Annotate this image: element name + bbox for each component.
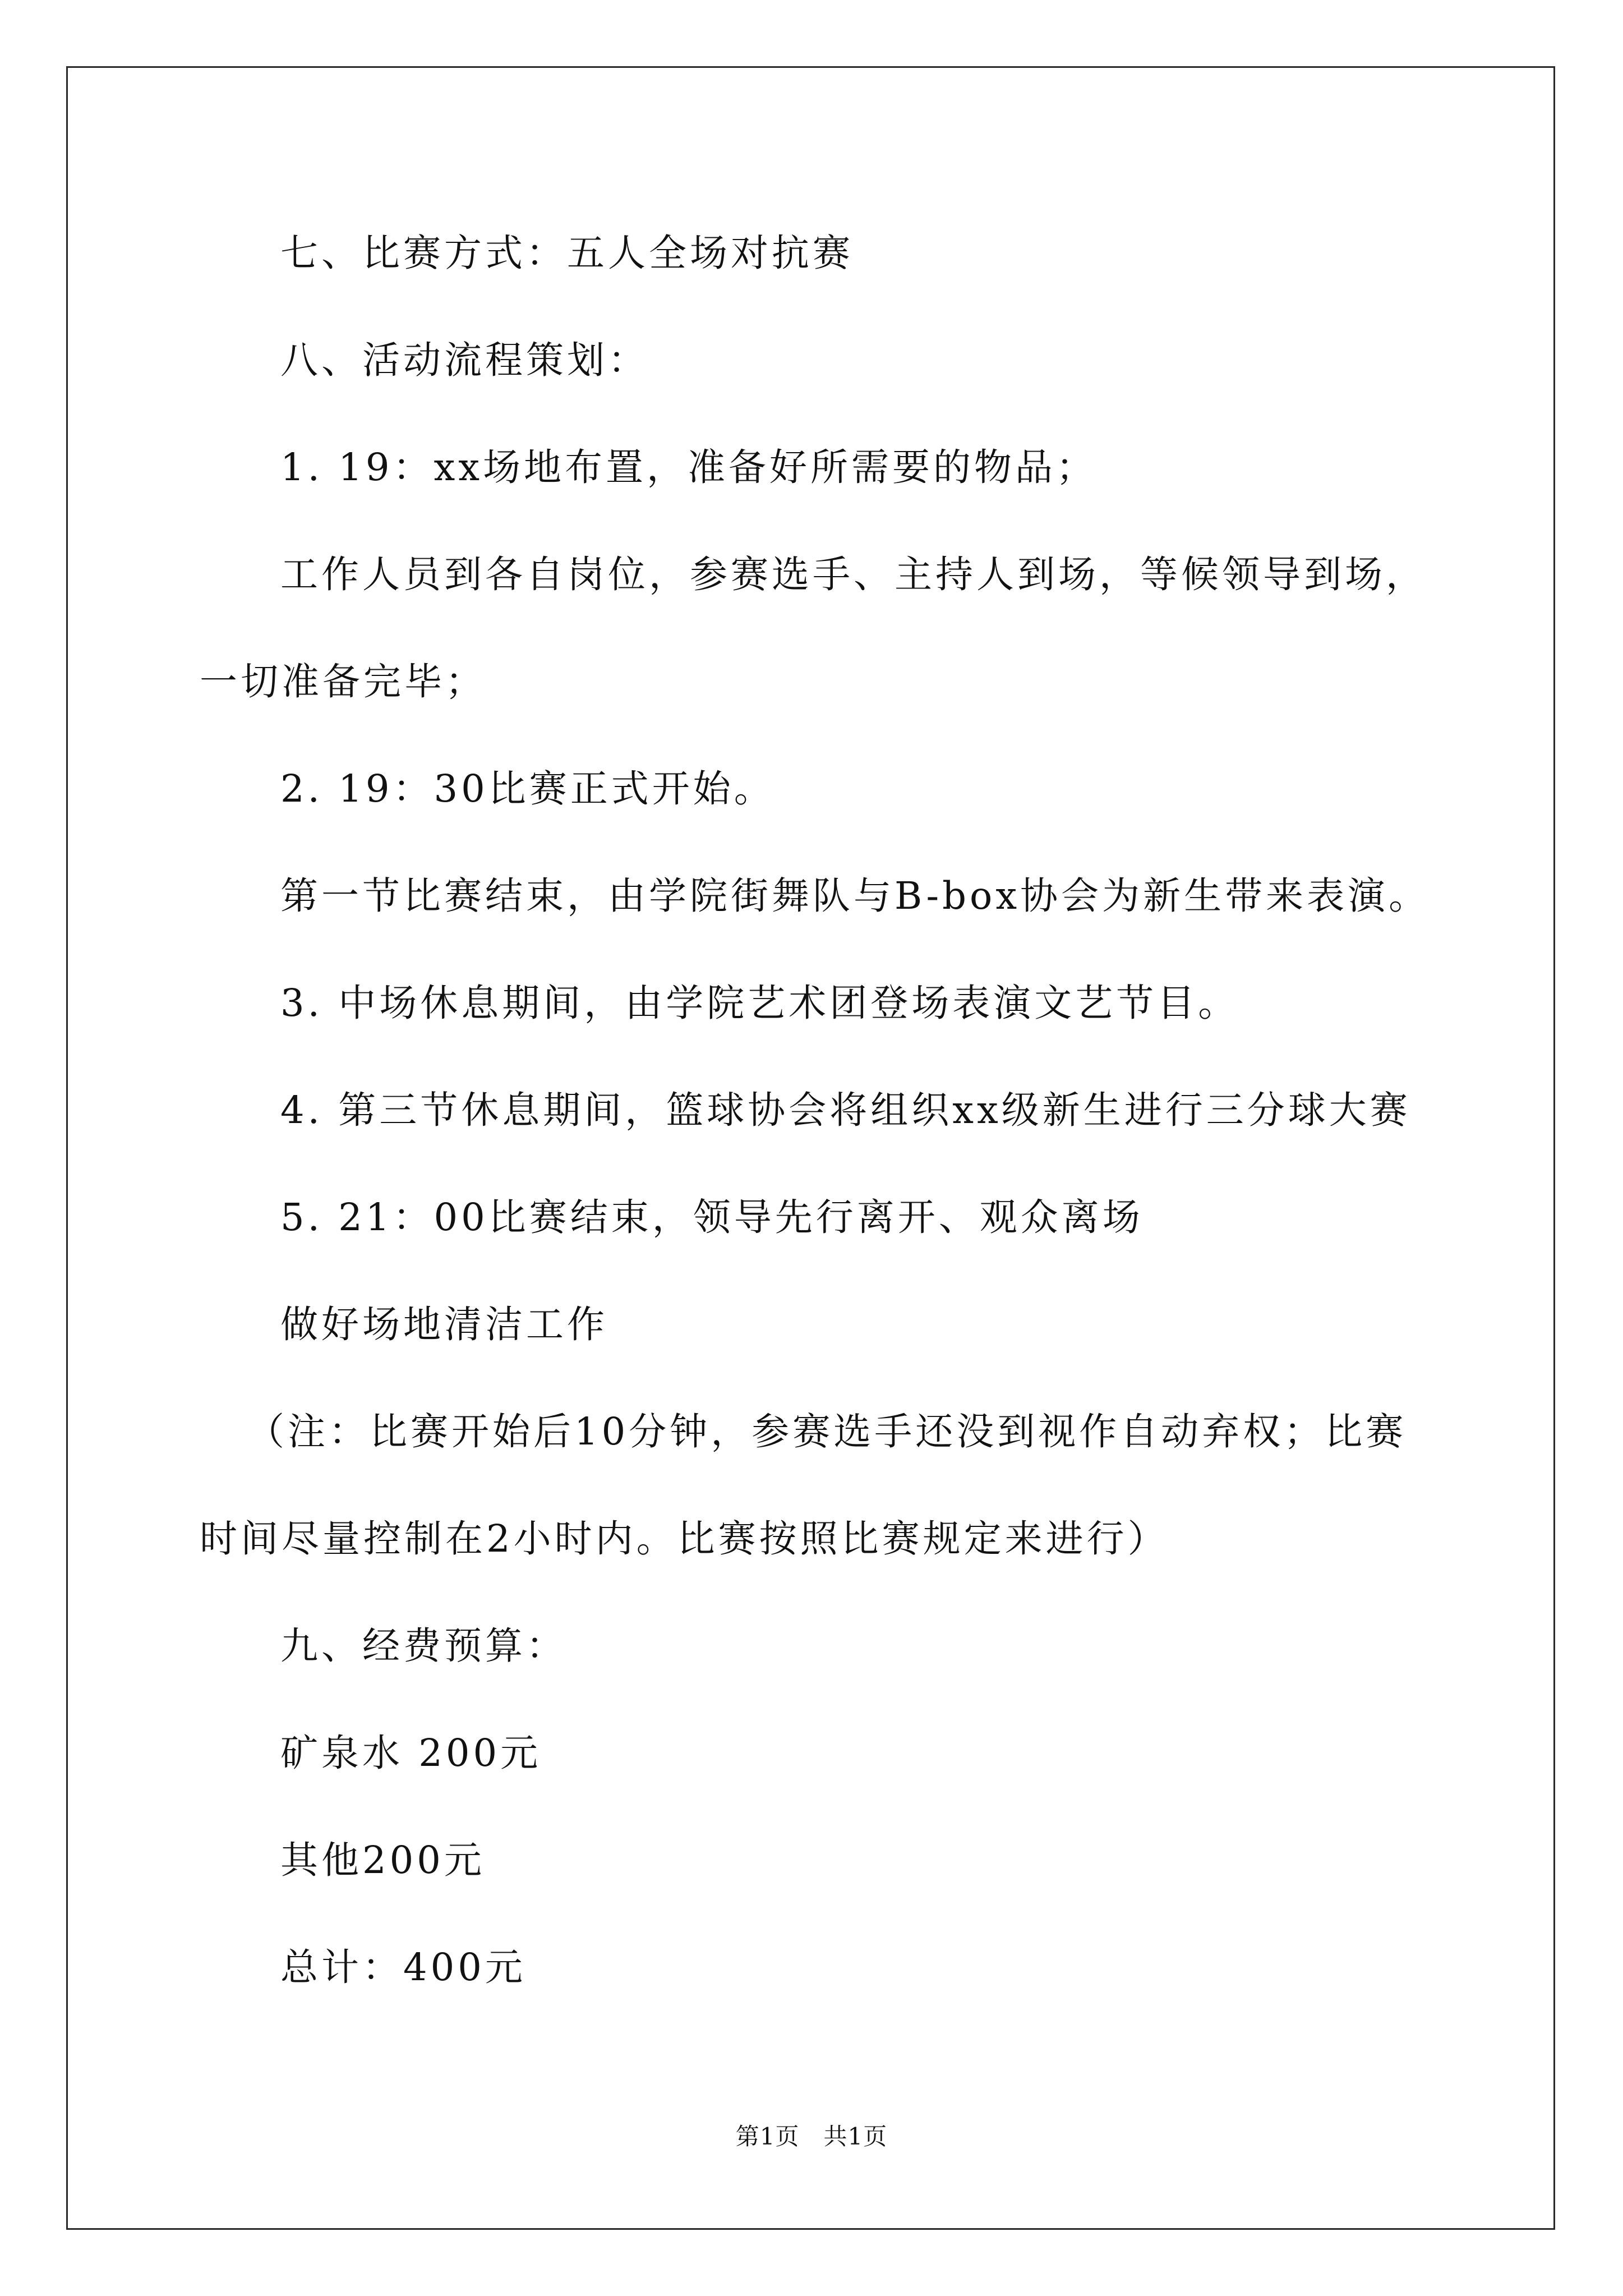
page-border	[66, 66, 1555, 2230]
budget-item-water: 矿泉水 200元	[280, 1731, 542, 1775]
step-5-detail-line: 做好场地清洁工作	[280, 1303, 608, 1346]
step-2-detail-line: 第一节比赛结束，由学院街舞队与B-box协会为新生带来表演。	[280, 874, 1430, 918]
step-2-line: 2. 19：30比赛正式开始。	[280, 767, 775, 811]
section-8-heading: 八、活动流程策划：	[280, 338, 649, 382]
step-4-line: 4. 第三节休息期间，篮球协会将组织xx级新生进行三分球大赛	[280, 1088, 1411, 1132]
note-line-2: 时间尽量控制在2小时内。比赛按照比赛规定来进行）	[200, 1517, 1169, 1561]
note-line-1: （注：比赛开始后10分钟，参赛选手还没到视作自动弃权；比赛	[247, 1410, 1407, 1453]
page-footer: 第1页 共1页	[735, 2123, 888, 2150]
budget-total: 总计：400元	[280, 1945, 526, 1989]
section-7-heading: 七、比赛方式：五人全场对抗赛	[280, 231, 854, 275]
step-1-detail-line-2: 一切准备完毕；	[200, 660, 486, 703]
step-1-detail-line-1: 工作人员到各自岗位，参赛选手、主持人到场，等候领导到场，	[280, 553, 1427, 596]
budget-item-other: 其他200元	[280, 1838, 485, 1882]
step-1-line: 1. 19：xx场地布置，准备好所需要的物品；	[280, 445, 1098, 489]
section-9-heading: 九、经费预算：	[280, 1624, 567, 1668]
step-3-line: 3. 中场休息期间，由学院艺术团登场表演文艺节目。	[280, 981, 1239, 1025]
step-5-line: 5. 21：00比赛结束，领导先行离开、观众离场	[280, 1195, 1144, 1239]
